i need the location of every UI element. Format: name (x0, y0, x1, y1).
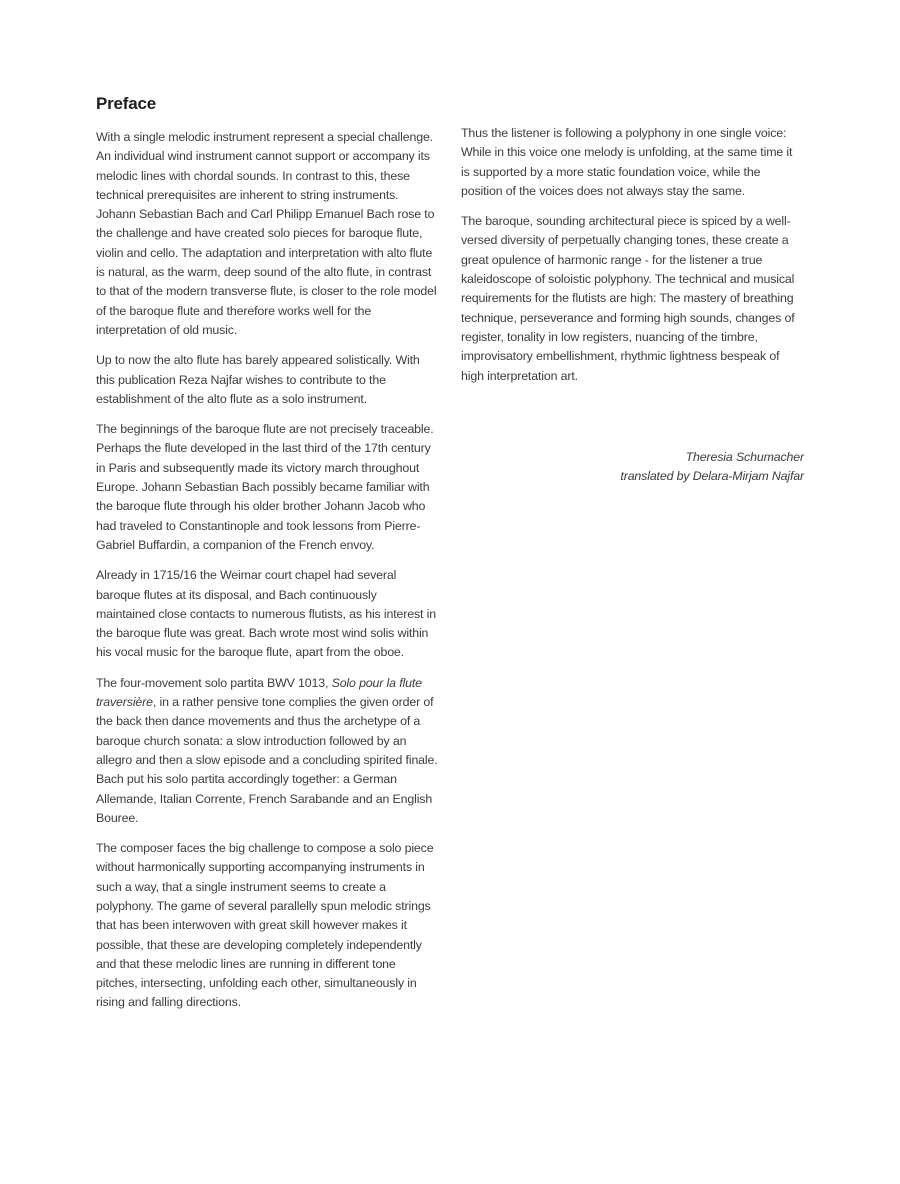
paragraph: The baroque, sounding architectural piece is spiced by a well-versed diversity of perpetually changing tones, these create a great opulence of harmonic range - for the listener a true kaleidoscope of soloistic polyphony. The technical and musical requirements for the flutists are high: The mastery of breathing technique, perseverance and forming high sounds, changes of register, tonality in low registers, nuancing of the timbre, improvisatory embellishment, rhythmic lightness bespeak of high interpretation art. (461, 214, 795, 383)
signature-block (461, 448, 804, 487)
paragraph: Thus the listener is following a polyphony in one single voice: While in this voice one melody is unfolding, at the same time it is supported by a more static foundation voice, while the position of the voices does not always stay the same. (461, 126, 793, 198)
author-name: Theresia Schumacher (685, 450, 804, 464)
page-title: Preface (96, 94, 157, 113)
translator-credit: translated by Delara-Mirjam Najfar (620, 469, 804, 484)
paragraph: Already in 1715/16 the Weimar court chapel had several baroque flutes at its disposal, and Bach continuously maintained close contacts to numerous flutists, as his interest in the baroque flute was great. Bach wrote most wind solis within his vocal music for the baroque flute, apart from the oboe. (96, 568, 436, 660)
right-column (461, 124, 803, 397)
left-column (96, 128, 438, 1024)
paragraph: With a single melodic instrument represent a special challenge. An individual wind instrument cannot support or accompany its melodic lines with chordal sounds. In contrast to this, these technical prerequisites are inherent to string instruments. Johann Sebastian Bach and Carl Philipp Emanuel Bach rose to the challenge and have created solo pieces for baroque flute, violin and cello. The adaptation and interpretation with alto flute is natural, as the warm, deep sound of the alto flute, in contrast to that of the modern transverse flute, is closer to the role model of the baroque flute and therefore works well for the interpretation of old music. (96, 130, 437, 337)
paragraph-text: The four-movement solo partita BWV 1013, (96, 675, 332, 690)
work-title: Solo pour la flute traversière (96, 675, 422, 710)
paragraph: The beginnings of the baroque flute are not precisely traceable. Perhaps the flute developed in the last third of the 17th century in Paris and subsequently made its victory march throughout Europe. Johann Sebastian Bach possibly became familiar with the baroque flute through his older brother Johann Jacob who had traveled to Constantinople and took lessons from Pierre-Gabriel Buffardin, a companion of the French envoy. (96, 422, 434, 552)
paragraph: The composer faces the big challenge to compose a solo piece without harmonically supporting accompanying instruments in such a way, that a single instrument seems to create a polyphony. The game of several parallelly spun melodic strings that has been interwoven with great skill however makes it possible, that these are developing completely independently and that these melodic lines are running in different tone pitches, intersecting, unfolding each other, simultaneously in rising and falling directions. (96, 841, 434, 1010)
paragraph: Up to now the alto flute has barely appeared solistically. With this publication Reza Najfar wishes to contribute to the establishment of the alto flute as a solo instrument. (96, 353, 420, 406)
paragraph-partita (96, 674, 438, 828)
paragraph-text: , in a rather pensive tone complies the given order of the back then dance movements and thus the archetype of a baroque church sonata: a slow introduction followed by an allegro and then a slow episode and a concluding spirited finale. Bach put his solo partita accordingly together: a German Allemande, Italian Corrente, French Sarabande and an English Bouree. (96, 695, 438, 825)
